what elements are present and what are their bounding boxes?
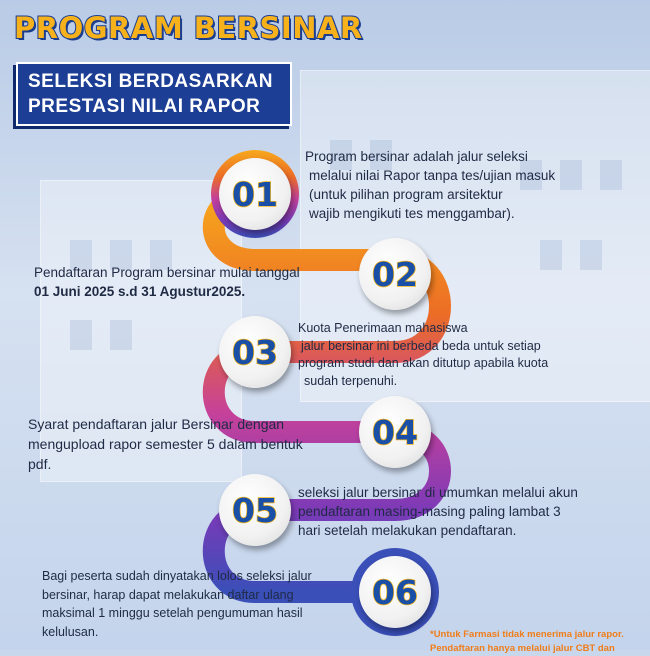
step-badge-06: 06 xyxy=(359,556,431,628)
step-badge-05: 05 xyxy=(219,474,291,546)
subtitle-line-2: PRESTASI NILAI RAPOR xyxy=(28,96,261,117)
subtitle-line-1: SELEKSI BERDASARKAN xyxy=(28,71,273,92)
step-05-text: seleksi jalur bersinar di umumkan melalui akun pendaftaran masing-masing paling lambat 3 hari setelah melakukan pendaftaran. xyxy=(298,485,578,538)
step-01-text: Program bersinar adalah jalur seleksi melalui nilai Rapor tanpa tes/ujian masuk (untuk pilihan program arsitektur wajib mengikuti tes menggambar). xyxy=(305,149,556,221)
step-03-text: Kuota Penerimaan mahasiswa jalur bersinar ini berbeda beda untuk setiap program studi dan akan ditutup apabila kuota sudah terpenuhi. xyxy=(298,321,549,388)
step-badge-02: 02 xyxy=(359,238,431,310)
step-badge-04: 04 xyxy=(359,396,431,468)
footnote: *Untuk Farmasi tidak menerima jalur rapor. Pendaftaran hanya melalui jalur CBT dan xyxy=(430,629,624,654)
page-title: PROGRAM BERSINAR xyxy=(14,11,363,45)
step-02-text: Pendaftaran Program bersinar mulai tanggal 01 Juni 2025 s.d 31 Agustur2025. xyxy=(34,265,300,299)
step-06-text: Bagi peserta sudah dinyatakan lolos seleksi jalur bersinar, harap dapat melakukan daftar ulang maksimal 1 minggu setelah pengumuman hasil kelulusan. xyxy=(42,569,312,639)
step-badge-03: 03 xyxy=(219,316,291,388)
step-04-text: Syarat pendaftaran jalur Bersinar dengan mengupload rapor semester 5 dalam bentuk pdf. xyxy=(28,416,303,472)
step-badge-01: 01 xyxy=(219,158,291,230)
